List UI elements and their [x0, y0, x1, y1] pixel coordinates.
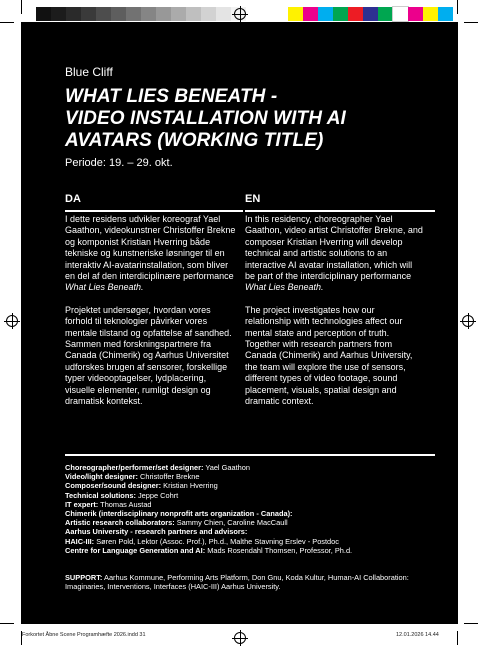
- credit-row: Technical solutions: Jeppe Cohrt: [65, 490, 179, 500]
- color-swatch: [81, 7, 96, 21]
- danish-heading: DA: [65, 193, 81, 205]
- english-heading: EN: [245, 193, 261, 205]
- credit-row: Chimerik (interdisciplinary nonprofit arts organization - Canada):: [65, 509, 293, 519]
- color-swatch: [156, 7, 171, 21]
- artist-name: Blue Cliff: [65, 65, 113, 79]
- color-swatch: [363, 7, 378, 21]
- color-swatch: [423, 7, 438, 21]
- english-work-title: What Lies Beneath.: [245, 282, 324, 293]
- color-swatch: [216, 7, 231, 21]
- color-swatch: [66, 7, 81, 21]
- credit-row: Centre for Language Generation and AI: Mads Rosendahl Thomsen, Professor, Ph.d.: [65, 545, 353, 555]
- credits-list: [65, 463, 437, 555]
- color-swatch: [126, 7, 141, 21]
- color-swatch: [303, 7, 318, 21]
- credit-row: Aarhus University - research partners and advisors:: [65, 527, 248, 537]
- credits-divider: [65, 454, 435, 456]
- registration-mark-icon: [6, 315, 18, 327]
- file-slug: Forkortet Åbne Scene Programhæfte 2026.indd 31: [22, 632, 146, 638]
- title-line: AVATARS (WORKING TITLE): [65, 130, 324, 151]
- color-swatch: [171, 7, 186, 21]
- credit-row: Choreographer/performer/set designer: Yael Gaathon: [65, 463, 250, 472]
- crop-mark: [457, 631, 458, 645]
- program-page: [21, 22, 458, 624]
- color-swatch: [96, 7, 111, 21]
- support-text: [65, 573, 437, 591]
- danish-text: [65, 214, 237, 419]
- color-swatch: [318, 7, 333, 21]
- english-paragraph-1: [245, 214, 423, 294]
- color-swatch: [408, 7, 423, 21]
- color-swatch: [378, 7, 393, 21]
- crop-mark: [0, 22, 14, 23]
- color-swatch-strip: [288, 7, 453, 21]
- registration-mark-icon: [462, 315, 474, 327]
- color-swatch: [201, 7, 216, 21]
- color-swatch: [111, 7, 126, 21]
- english-divider: [245, 210, 435, 212]
- english-paragraph-2: The project investigates how our relationship with technologies affect our mental state and perception of truth. Together with research partners from Canada (Chimerik) and Aarhus University, the team will explore the use of sensors, different types of video footage, sound placement, visuals, spatial design and dramatic context.: [245, 304, 413, 407]
- color-swatch: [348, 7, 363, 21]
- support-label: SUPPORT:: [65, 573, 103, 582]
- credit-row: IT expert: Thomas Austad: [65, 499, 152, 509]
- color-swatch: [141, 7, 156, 21]
- danish-paragraph-1: [65, 214, 237, 294]
- crop-mark: [464, 22, 478, 23]
- support-value: Aarhus Kommune, Performing Arts Platform, Don Gnu, Koda Kultur, Human-AI Collaboration: Imaginaries, Interventions, Interfaces (HAIC-III) Aarhus University.: [65, 573, 409, 592]
- danish-divider: [65, 210, 243, 212]
- danish-p1-text: I dette residens udvikler koreograf Yael Gaathon, videokunstner Christoffer Brekne og komponist Kristian Hverring både tekniske og kunstneriske løsninger til en interaktiv AI-avatarinstallation, som bliver en del af den interdiciplinære performance: [65, 214, 236, 282]
- credit-row: Composer/sound designer: Kristian Hverring: [65, 481, 218, 491]
- credit-row: HAIC-III: Søren Pold, Lektor (Assoc. Prof.), Ph.d., Malthe Stavning Erslev - Postdoc: [65, 536, 339, 546]
- credit-row: Artistic research collaborators: Sammy Chien, Caroline MacCaull: [65, 518, 288, 528]
- page-title: [65, 86, 445, 152]
- crop-mark: [21, 0, 22, 14]
- danish-paragraph-2: Projektet undersøger, hvordan vores forhold til teknologier påvirker vores mentale tilstand og opfattelse af sandhed. Sammen med forskningspartnere fra Canada (Chimerik) og Aarhus Universitet udforskes brugen af sensorer, forskellige typer videooptagelser, lydplacering, visuelle elementer, rumligt design og dramatisk kontekst.: [65, 304, 232, 407]
- color-swatch: [36, 7, 51, 21]
- color-swatch: [186, 7, 201, 21]
- crop-mark: [464, 623, 478, 624]
- crop-mark: [457, 0, 458, 14]
- credit-row: Video/light designer: Christoffer Brekne: [65, 472, 200, 482]
- english-p1-text: In this residency, choreographer Yael Gaathon, video artist Christoffer Brekne, and composer Kristian Hverring will develop technical and artistic solutions to an interactive AI avatar installation, which will be part of the interdiciplinary performance: [245, 214, 423, 282]
- color-swatch: [333, 7, 348, 21]
- color-swatch: [51, 7, 66, 21]
- english-text: [245, 214, 423, 419]
- registration-mark-icon: [234, 8, 246, 20]
- date-slug: 12.01.2026 14.44: [396, 632, 439, 638]
- color-swatch: [288, 7, 303, 21]
- title-line: WHAT LIES BENEATH -: [65, 86, 278, 107]
- color-swatch: [438, 7, 453, 21]
- period-text: Periode: 19. – 29. okt.: [65, 157, 173, 169]
- crop-mark: [0, 623, 14, 624]
- grayscale-swatch-strip: [36, 7, 246, 21]
- title-line: VIDEO INSTALLATION WITH AI: [65, 108, 346, 129]
- danish-work-title: What Lies Beneath.: [65, 282, 144, 293]
- registration-mark-icon: [234, 632, 246, 644]
- color-swatch: [393, 7, 408, 21]
